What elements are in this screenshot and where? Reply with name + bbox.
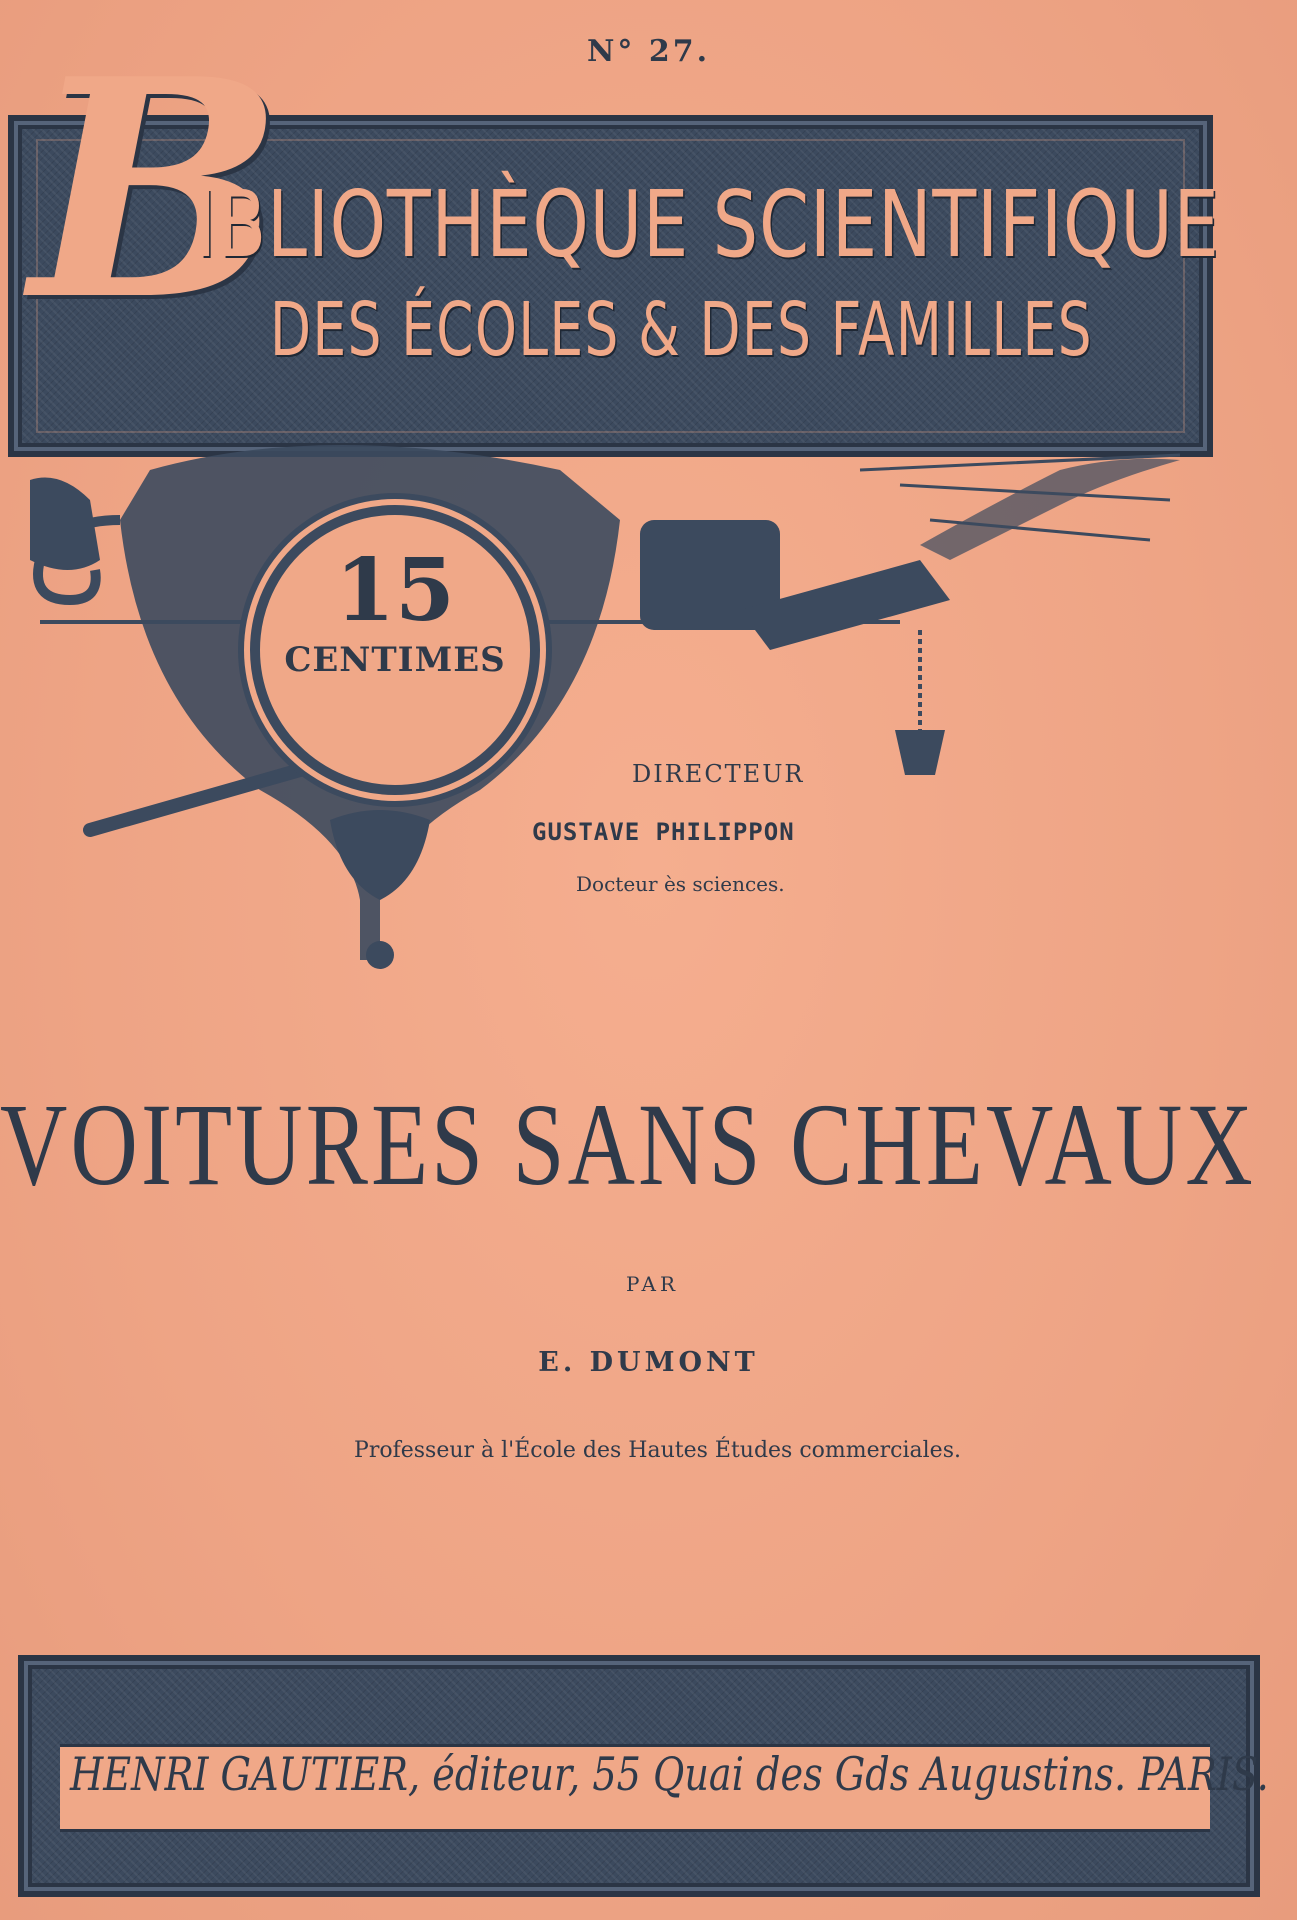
bell-icon [30,478,100,571]
book-title: VOITURES SANS CHEVAUX [0,1079,1256,1210]
price-unit: CENTIMES [284,640,506,680]
finial-knob [366,941,394,969]
director-name: GUSTAVE PHILIPPON [532,818,795,846]
publisher-line: HENRI GAUTIER, éditeur, 55 Quai des Gds Augustins. PARIS. [70,1747,1269,1801]
scepter-line [90,770,300,830]
issue-number: N° 27. [586,34,711,69]
lamp-icon [895,730,945,775]
author-name: E. DUMONT [538,1347,759,1378]
series-title-line2: DES ÉCOLES & DES FAMILLES [270,287,1094,373]
series-title-initial: B [30,13,284,366]
director-label: DIRECTEUR [632,760,805,788]
series-title-line1: IBLIOTHÈQUE SCIENTIFIQUE [195,171,1220,278]
by-label: PAR [625,1272,680,1296]
price-value: 15 [335,540,455,641]
torch-flame [920,459,1180,560]
author-title: Professeur à l'École des Hautes Études commerciales. [354,1438,961,1463]
finial-ornament [330,810,430,900]
ornamental-illustration [0,430,1297,990]
director-title: Docteur ès sciences. [576,872,785,896]
